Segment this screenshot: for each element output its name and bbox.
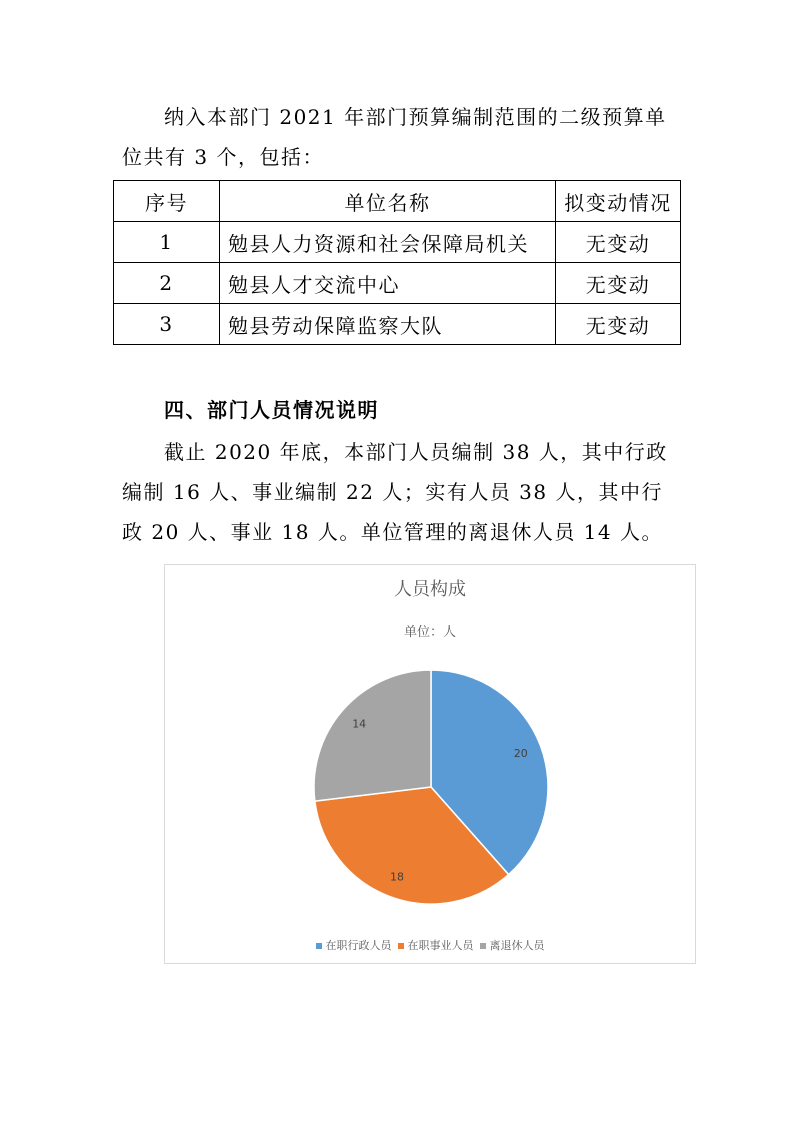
pie-slice-3 — [314, 670, 431, 801]
legend-swatch — [398, 943, 404, 949]
legend-swatch — [480, 943, 486, 949]
row-serial: 1 — [114, 222, 220, 263]
legend-item — [480, 937, 545, 953]
pie-data-label: 14 — [352, 717, 367, 731]
table-row — [114, 304, 681, 345]
chart-subtitle: 单位：人 — [403, 625, 456, 640]
chart-legend — [165, 937, 695, 953]
row-change-status: 无变动 — [556, 222, 681, 263]
row-serial: 2 — [114, 263, 220, 304]
table-row — [114, 263, 681, 304]
legend-item — [316, 937, 392, 953]
legend-label: 在职事业人员 — [407, 939, 474, 952]
row-unit-name: 勉县劳动保障监察大队 — [220, 304, 556, 345]
staff-paragraph: 截止 2020 年底，本部门人员编制 38 人，其中行政编制 16 人、事业编制 22 人；实有人员 38 人，其中行政 20 人、事业 18 人。单位管理的离退休人员 14 人。 — [122, 440, 668, 544]
pie-data-label: 20 — [513, 746, 528, 760]
row-unit-name: 勉县人才交流中心 — [220, 263, 556, 304]
legend-item — [398, 937, 474, 953]
legend-label: 离退休人员 — [489, 939, 545, 952]
header-unit-name: 单位名称 — [220, 181, 556, 222]
chart-title: 人员构成 — [394, 579, 466, 600]
units-table — [113, 180, 681, 345]
legend-label: 在职行政人员 — [325, 939, 392, 952]
row-change-status: 无变动 — [556, 263, 681, 304]
table-header-row — [114, 181, 681, 222]
legend-swatch — [316, 943, 322, 949]
pie-data-label: 18 — [389, 870, 404, 884]
table-row — [114, 222, 681, 263]
header-serial: 序号 — [114, 181, 220, 222]
row-change-status: 无变动 — [556, 304, 681, 345]
header-change-status: 拟变动情况 — [556, 181, 681, 222]
section-heading: 四、部门人员情况说明 — [164, 398, 379, 422]
pie-plot-area — [165, 565, 695, 963]
row-unit-name: 勉县人力资源和社会保障局机关 — [220, 222, 556, 263]
row-serial: 3 — [114, 304, 220, 345]
pie-chart — [164, 564, 696, 964]
intro-paragraph: 纳入本部门 2021 年部门预算编制范围的二级预算单位共有 3 个，包括： — [122, 105, 667, 169]
